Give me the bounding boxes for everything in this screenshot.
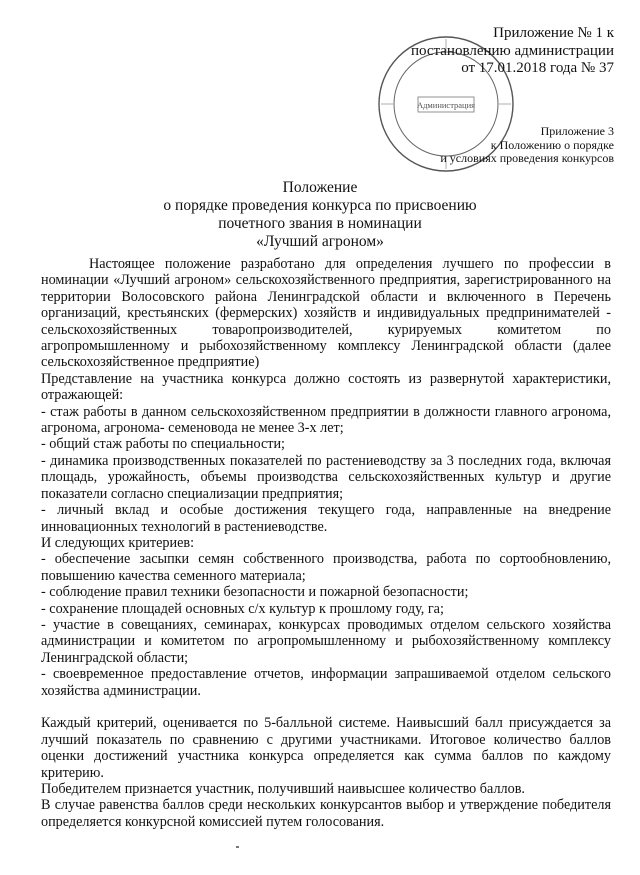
body-line: отражающей: xyxy=(41,387,124,404)
body-line: лучший показатель по сравнению с другими участниками. Итоговое количество баллов xyxy=(41,731,611,748)
body-line: хозяйства администрации. xyxy=(41,682,201,699)
body-line: И следующих критериев: xyxy=(41,534,195,551)
body-line: инновационных технологий в растениеводстве. xyxy=(41,518,328,535)
appendix-line2: постановлению администрации xyxy=(410,42,614,59)
title-line1: Положение xyxy=(282,179,358,196)
body-line: Победителем признается участник, получивший наивысшее количество баллов. xyxy=(41,780,525,797)
body-line: Настоящее положение разработано для определения лучшего по профессии в xyxy=(89,256,611,272)
body-line: - обеспечение засыпки семян собственного производства, работа по сортообновлению, xyxy=(41,551,611,568)
body-line: - участие в совещаниях, семинарах, конкурсах проводимых отделом сельского хозяйства xyxy=(41,616,611,633)
body-line: номинации «Лучший агроном» сельскохозяйственного предприятия, зарегистрированного на xyxy=(41,272,611,289)
body-line: повышению качества семенного материала; xyxy=(41,567,306,584)
body-line: - личный вклад и особые достижения текущего года, направленные на внедрение xyxy=(41,502,611,519)
body-line: определяется конкурсной комиссией путем голосования. xyxy=(41,813,385,830)
body-line: сельскохозяйственное предприятие) xyxy=(41,354,260,371)
title-line3: почетного звания в номинации xyxy=(218,215,422,232)
body-line: оценки достижений участника конкурса определяется как сумма баллов по каждому xyxy=(41,748,611,765)
body-line: Представление на участника конкурса должно состоять из развернутой характеристики, xyxy=(41,370,611,387)
title-line2: о порядке проведения конкурса по присвоению xyxy=(163,197,477,214)
title-line4: «Лучший агроном» xyxy=(256,233,384,250)
sub-appendix-line2: к Положению о порядке xyxy=(490,137,614,152)
document-body xyxy=(41,256,611,830)
body-line: администрации и комитетом по агропромышленному и рыбохозяйственному комплексу xyxy=(41,633,611,650)
document-title xyxy=(0,179,640,251)
body-line: В случае равенства баллов среди нескольких конкурсантов выбор и утверждение победителя xyxy=(41,797,611,814)
appendix-line3: от 17.01.2018 года № 37 xyxy=(461,60,614,76)
body-line: - своевременное предоставление отчетов, информации запрашиваемой отделом сельского xyxy=(41,666,611,683)
body-line: - стаж работы в данном сельскохозяйственном предприятии в должности главного агронома, xyxy=(41,403,611,420)
body-line: территории Волосовского района Ленинградской области и включенного в Перечень xyxy=(41,288,611,305)
body-line: критерию. xyxy=(41,764,104,781)
body-line: - общий стаж работы по специальности; xyxy=(41,436,286,453)
body-line: Ленинградской области; xyxy=(41,649,189,666)
body-line: - динамика производственных показателей по растениеводству за 3 последних года, включая xyxy=(41,452,611,469)
sub-appendix-title: Приложение 3 xyxy=(540,124,614,138)
body-line: организаций, крестьянских (фермерских) хозяйств и индивидуальных предпринимателей - xyxy=(41,305,611,322)
body-line: показатели согласно специализации предприятия; xyxy=(41,485,344,502)
body-line: агропромышленному и рыбохозяйственному комплексу Ленинградской области (далее xyxy=(41,338,611,355)
body-line: Каждый критерий, оценивается по 5-балльной системе. Наивысший балл присуждается за xyxy=(41,715,611,732)
sub-appendix-header xyxy=(440,125,614,166)
body-line: - сохранение площадей основных с/х культур к прошлому году, га; xyxy=(41,600,444,617)
stamp-center-text: Администрация xyxy=(416,100,476,110)
appendix-header xyxy=(411,25,614,78)
appendix-title: Приложение № 1 к xyxy=(493,25,614,41)
body-line: - соблюдение правил техники безопасности и пожарной безопасности; xyxy=(41,584,469,601)
sub-appendix-line3: и условиях проведения конкурсов xyxy=(440,151,614,165)
body-line: агронома, агронома- семеновода не менее 3-х лет; xyxy=(41,420,344,437)
scan-artifact xyxy=(236,846,239,848)
body-line: площадь, урожайность, объемы производства сельскохозяйственных культур и другие xyxy=(41,469,611,486)
body-line: сельскохозяйственных товаропроизводителей, курируемых комитетом по xyxy=(41,321,611,338)
paragraph-gap xyxy=(41,699,611,715)
